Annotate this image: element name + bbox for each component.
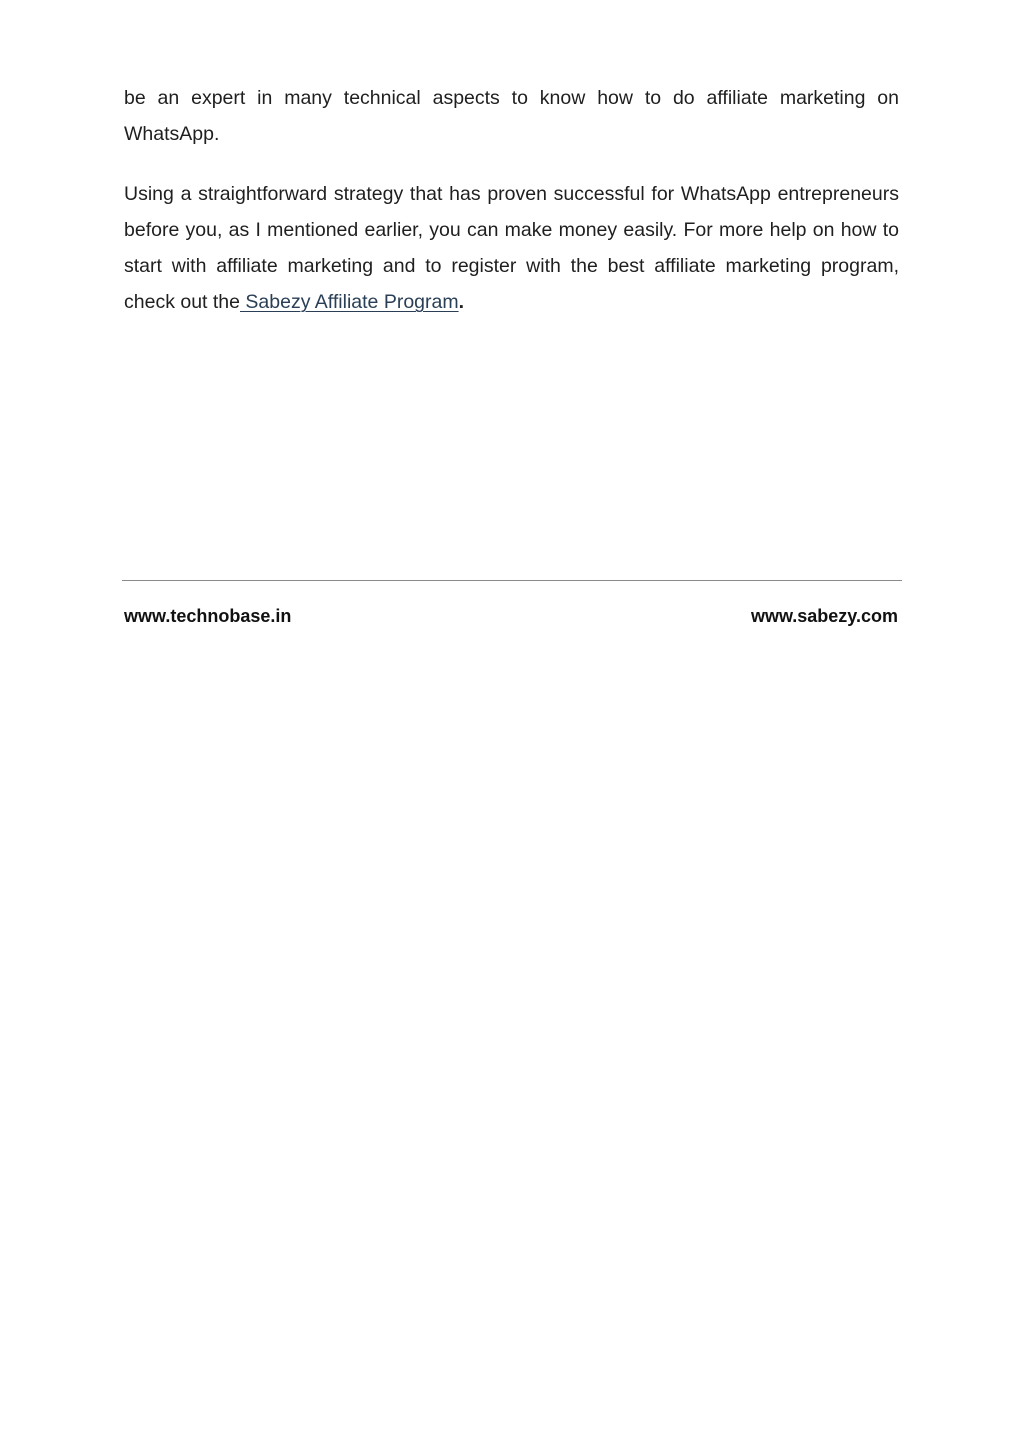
footer-divider	[122, 580, 902, 581]
footer-left-url: www.technobase.in	[124, 606, 292, 626]
paragraph-continuation: be an expert in many technical aspects to know how to do affiliate marketing on WhatsApp.	[124, 87, 899, 145]
paragraph-end-period: .	[458, 291, 465, 313]
paragraph-text: Using a straightforward strategy that has proven successful for WhatsApp entrepreneurs before you, as I mentioned earlier, you can make money easily. For more help on how to start with affiliate marketing and to register with the best affiliate marketing program, check out the	[124, 183, 899, 313]
page-content	[124, 80, 899, 320]
footer-right-url: www.sabezy.com	[750, 606, 898, 626]
paragraph-affiliate-help	[124, 176, 899, 320]
sabezy-affiliate-program-link[interactable]: Sabezy Affiliate Program	[240, 291, 459, 313]
page-footer	[124, 606, 898, 627]
